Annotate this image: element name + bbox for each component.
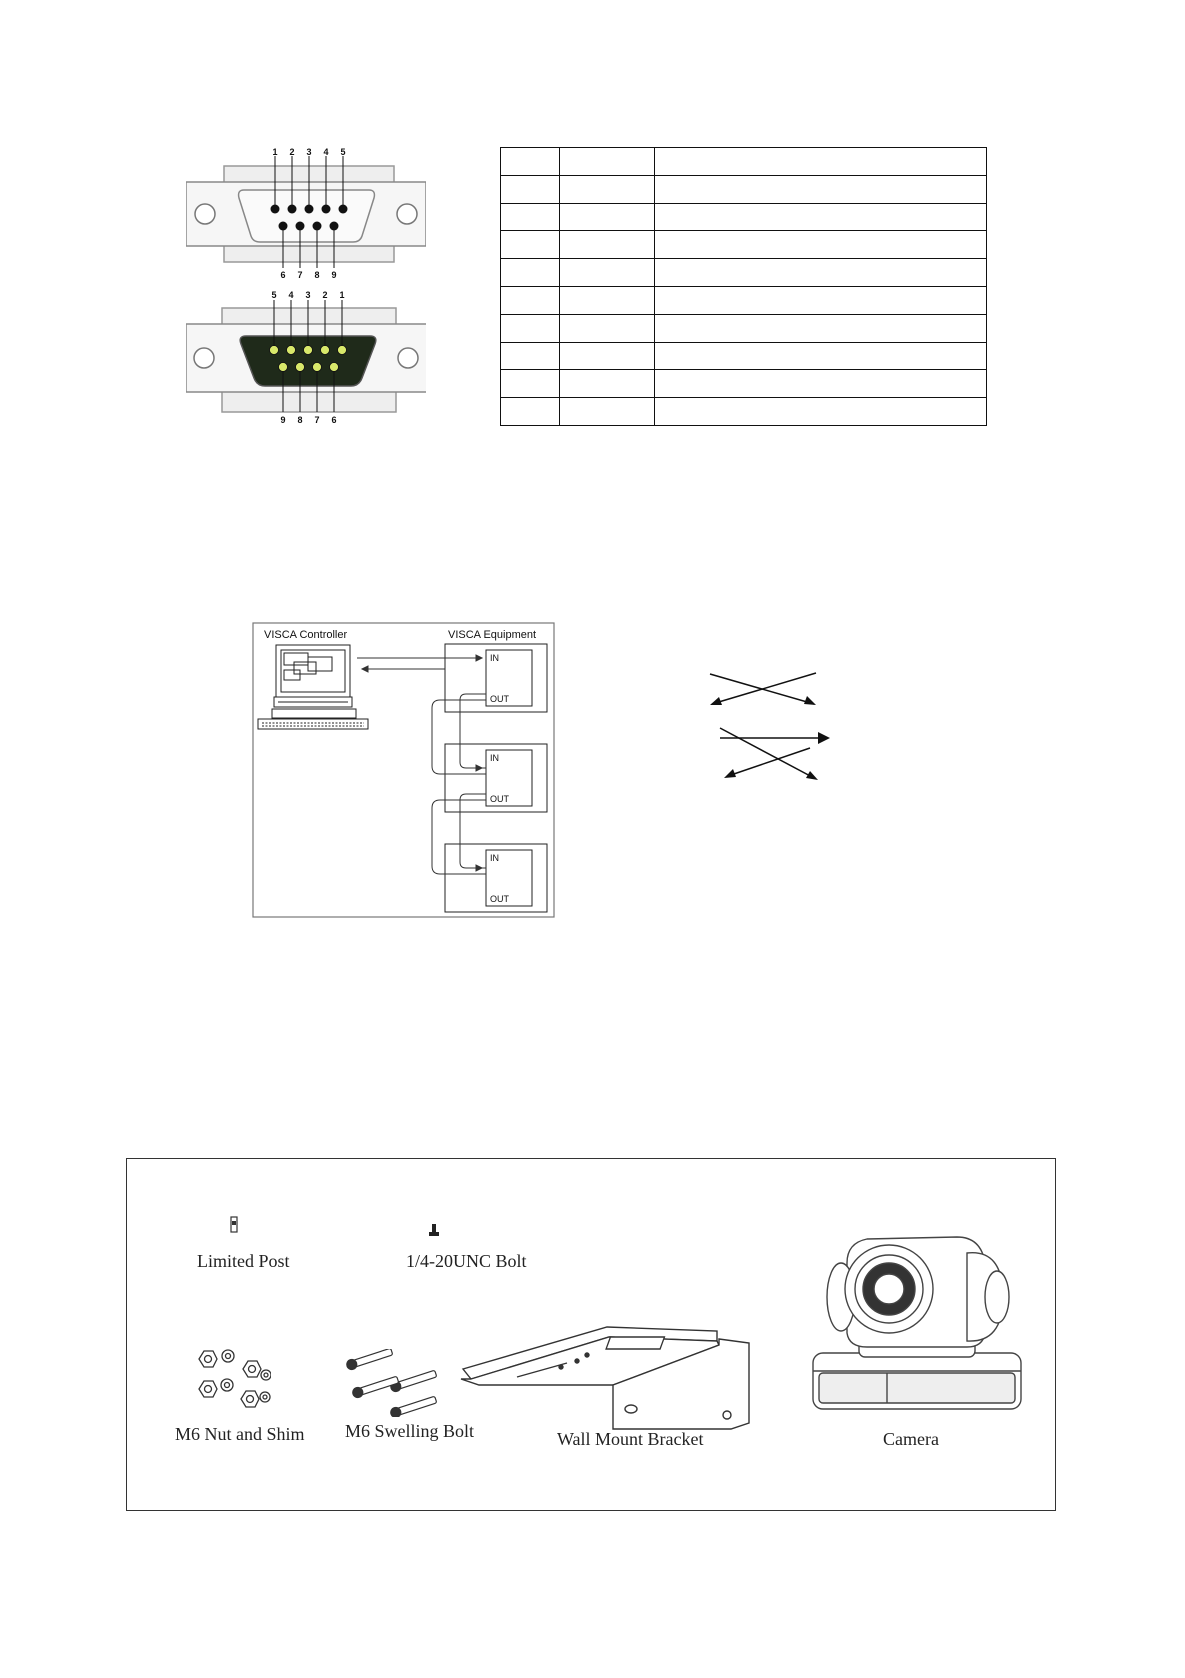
- table-cell: [655, 259, 987, 287]
- table-row: [501, 342, 987, 370]
- table-cell: [655, 203, 987, 231]
- pin-label: 1: [339, 290, 345, 300]
- table-cell: [655, 314, 987, 342]
- db9-connector-diagram: [186, 148, 426, 428]
- table-cell: [560, 342, 655, 370]
- table-cell: [501, 370, 560, 398]
- table-cell: [560, 370, 655, 398]
- swelling-bolt-label: M6 Swelling Bolt: [345, 1421, 475, 1441]
- table-row: [501, 259, 987, 287]
- pin-label: 2: [289, 148, 295, 157]
- limited-post-icon: [229, 1216, 239, 1234]
- db9-male-connector: [186, 290, 426, 425]
- table-row: [501, 314, 987, 342]
- pin-label: 8: [314, 270, 320, 280]
- table-cell: [560, 203, 655, 231]
- visca-equipment-label: VISCA Equipment: [448, 629, 537, 641]
- table-cell: [655, 148, 987, 176]
- table-cell: [560, 286, 655, 314]
- table-cell: [560, 231, 655, 259]
- table-cell: [655, 370, 987, 398]
- camera-icon: [807, 1223, 1027, 1423]
- table-row: [501, 370, 987, 398]
- table-row: [501, 148, 987, 176]
- swelling-bolt-icon: [345, 1349, 441, 1417]
- table-cell: [501, 148, 560, 176]
- table-cell: [655, 398, 987, 426]
- in-port-label: IN: [490, 853, 499, 863]
- nut-and-shim-label: M6 Nut and Shim: [175, 1424, 305, 1444]
- visca-chain-diagram: [252, 622, 556, 920]
- table-cell: [655, 175, 987, 203]
- table-cell: [560, 175, 655, 203]
- out-port-label: OUT: [490, 794, 509, 804]
- bolt-label: 1/4-20UNC Bolt: [406, 1251, 527, 1271]
- table-cell: [560, 398, 655, 426]
- table-row: [501, 203, 987, 231]
- limited-post-label: Limited Post: [197, 1251, 290, 1271]
- table-row: [501, 286, 987, 314]
- pin-label: 9: [280, 415, 286, 425]
- pin-label: 7: [297, 270, 303, 280]
- out-port-label: OUT: [490, 894, 509, 904]
- table-cell: [560, 314, 655, 342]
- nut-and-shim-icon: [195, 1349, 271, 1409]
- table-cell: [501, 314, 560, 342]
- bolt-icon: [428, 1223, 440, 1237]
- table-cell: [501, 203, 560, 231]
- in-port-label: IN: [490, 753, 499, 763]
- table-cell: [655, 342, 987, 370]
- table-cell: [501, 259, 560, 287]
- pin-label: 1: [272, 148, 278, 157]
- wall-mount-bracket-label: Wall Mount Bracket: [557, 1429, 704, 1449]
- db9-female-connector: [186, 148, 426, 280]
- table-cell: [501, 398, 560, 426]
- pin-label: 9: [331, 270, 337, 280]
- pin-label: 4: [288, 290, 294, 300]
- table-cell: [501, 231, 560, 259]
- table-cell: [560, 259, 655, 287]
- pin-label: 8: [297, 415, 303, 425]
- table-cell: [501, 175, 560, 203]
- table-row: [501, 175, 987, 203]
- pin-label: 3: [306, 148, 312, 157]
- visca-controller-label: VISCA Controller: [264, 629, 348, 641]
- pin-label: 6: [280, 270, 286, 280]
- pin-label: 4: [323, 148, 329, 157]
- pin-assignment-table: [500, 147, 987, 426]
- pin-label: 2: [322, 290, 328, 300]
- table-row: [501, 398, 987, 426]
- table-cell: [655, 231, 987, 259]
- wall-mount-bracket-icon: [457, 1319, 757, 1431]
- table-cell: [501, 342, 560, 370]
- in-port-label: IN: [490, 653, 499, 663]
- table-cell: [655, 286, 987, 314]
- accessories-panel: [126, 1158, 1056, 1511]
- pin-label: 5: [340, 148, 346, 157]
- pin-label: 3: [305, 290, 311, 300]
- table-cell: [560, 148, 655, 176]
- crossover-arrows: [706, 668, 832, 788]
- pin-label: 6: [331, 415, 337, 425]
- pin-label: 7: [314, 415, 320, 425]
- out-port-label: OUT: [490, 694, 509, 704]
- table-cell: [501, 286, 560, 314]
- table-row: [501, 231, 987, 259]
- pin-label: 5: [271, 290, 277, 300]
- camera-label: Camera: [883, 1429, 939, 1449]
